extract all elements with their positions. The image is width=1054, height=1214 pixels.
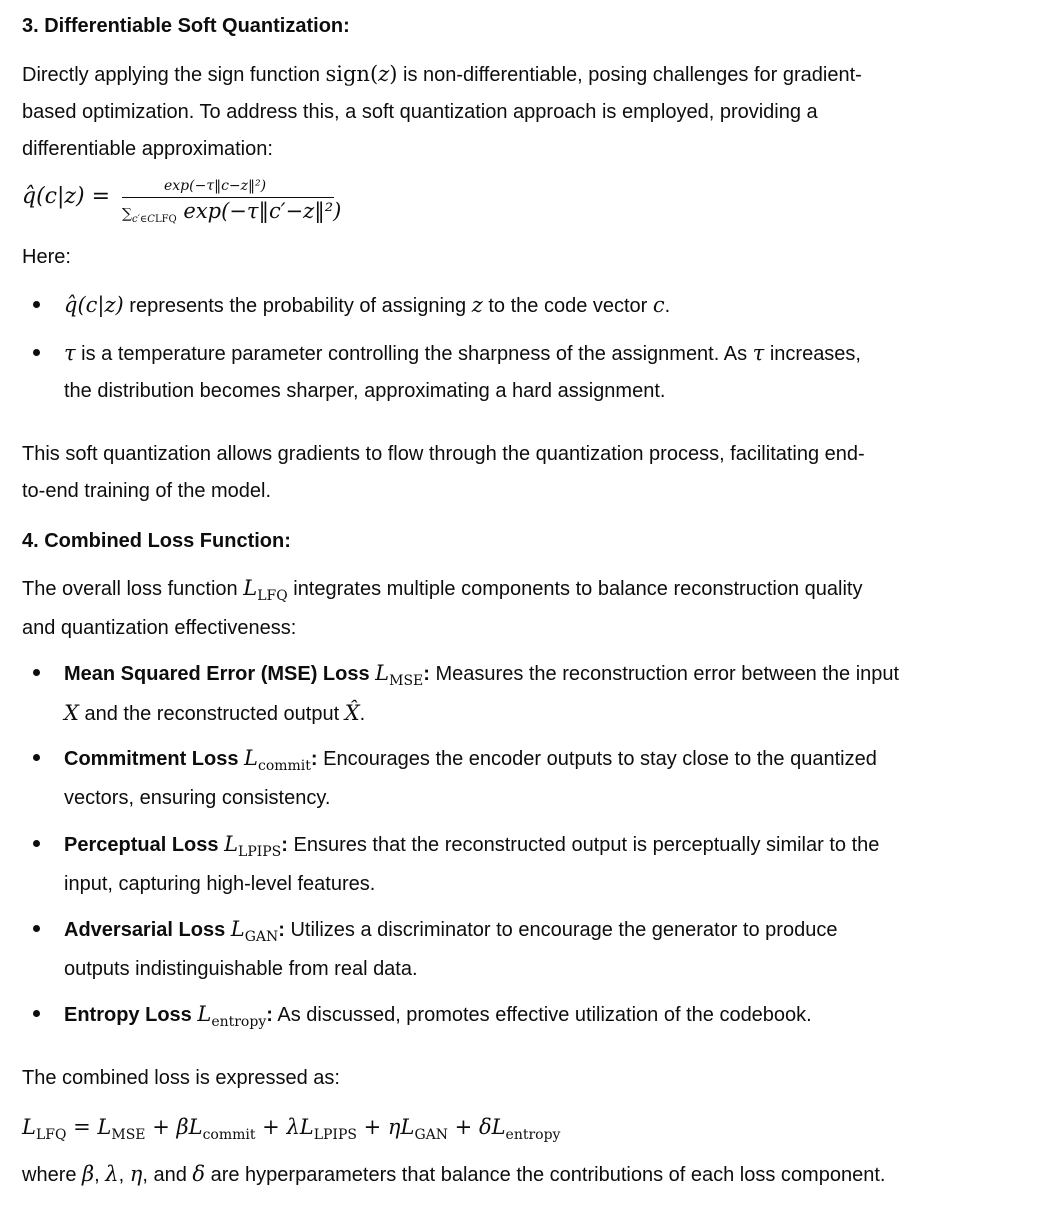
loss-symbol: L bbox=[230, 917, 245, 941]
sum-symbol: ∑ bbox=[122, 206, 132, 222]
loss-subscript: GAN bbox=[244, 929, 279, 945]
bullet-line-1 bbox=[64, 655, 984, 695]
bullet-text-b: increases, bbox=[764, 343, 861, 365]
loss-subscript: LPIPS bbox=[238, 844, 282, 860]
x-hat-symbol: X̂ bbox=[344, 701, 360, 725]
fraction-bar bbox=[122, 197, 334, 198]
eq-term: + δL bbox=[448, 1115, 506, 1139]
loss-symbol: L bbox=[197, 1002, 212, 1026]
section-3-intro bbox=[22, 56, 1022, 168]
z-symbol: z bbox=[471, 293, 483, 317]
c-symbol: c bbox=[652, 293, 665, 317]
tau-symbol: τ bbox=[64, 341, 76, 365]
bullet-text-b: to the code vector bbox=[482, 295, 653, 317]
bullet-dot bbox=[33, 1010, 40, 1017]
bullet-text-c: . bbox=[664, 295, 671, 317]
soft-quantization-formula bbox=[22, 178, 352, 228]
colon: : bbox=[423, 663, 430, 685]
loss-label: Mean Squared Error (MSE) Loss bbox=[64, 663, 376, 685]
eq-term: + βL bbox=[145, 1115, 203, 1139]
q-hat-symbol: q̂(c|z) bbox=[64, 293, 124, 317]
section-4-heading: 4. Combined Loss Function: bbox=[22, 530, 291, 552]
intro-line-1 bbox=[22, 56, 1022, 94]
bullet-text-a: is a temperature parameter controlling the sharpness of the assignment. As bbox=[75, 343, 753, 365]
loss-subscript: LFQ bbox=[257, 588, 288, 604]
bullet-dot bbox=[33, 301, 40, 308]
bullet-line-1 bbox=[64, 911, 984, 951]
bullet-dot bbox=[33, 840, 40, 847]
intro-z: z bbox=[378, 62, 390, 86]
bullet-dot bbox=[33, 669, 40, 676]
loss-subscript: commit bbox=[257, 758, 311, 774]
combined-loss-equation bbox=[22, 1109, 1022, 1149]
bullet-line-1 bbox=[64, 740, 984, 780]
bullet-text bbox=[64, 335, 984, 410]
formula-denominator bbox=[122, 199, 341, 223]
x-symbol: X bbox=[64, 701, 79, 725]
intro-line-1 bbox=[22, 570, 1022, 610]
loss-description: Utilizes a discriminator to encourage the generator to produce bbox=[284, 919, 838, 941]
combined-loss-intro: The combined loss is expressed as: bbox=[22, 1067, 340, 1089]
intro-close-paren: ) bbox=[389, 62, 398, 86]
loss-symbol: L bbox=[224, 832, 239, 856]
eq-term: L bbox=[22, 1115, 36, 1139]
loss-label: Commitment Loss bbox=[64, 748, 245, 770]
separator: , bbox=[94, 1164, 106, 1186]
denominator-rest: exp(−τ‖c′−z‖²) bbox=[176, 199, 342, 223]
intro-line-2: based optimization. To address this, a soft quantization approach is employed, providing a bbox=[22, 101, 818, 123]
hyperparameter-note bbox=[22, 1156, 1022, 1194]
formula-lhs: q̂(c|z) = bbox=[22, 184, 110, 209]
section-3-heading: 3. Differentiable Soft Quantization: bbox=[22, 15, 350, 37]
separator: , bbox=[118, 1164, 130, 1186]
bullet-text-a: represents the probability of assigning bbox=[123, 295, 472, 317]
intro-text-a: Directly applying the sign function bbox=[22, 64, 326, 86]
bullet-text bbox=[64, 740, 984, 817]
closing-line-1: This soft quantization allows gradients to flow through the quantization process, facilitating end- bbox=[22, 443, 865, 465]
eq-subscript: MSE bbox=[111, 1127, 146, 1143]
bullet-line-2: input, capturing high-level features. bbox=[64, 873, 376, 895]
intro-line-2: and quantization effectiveness: bbox=[22, 617, 297, 639]
bullet-line-2: vectors, ensuring consistency. bbox=[64, 787, 331, 809]
eq-term: + λL bbox=[255, 1115, 314, 1139]
eq-subscript: GAN bbox=[414, 1127, 448, 1143]
loss-description: Measures the reconstruction error between the input bbox=[429, 663, 900, 685]
where-text: where bbox=[22, 1164, 83, 1186]
colon: : bbox=[278, 919, 285, 941]
where-text-end: are hyperparameters that balance the contributions of each loss component. bbox=[205, 1164, 886, 1186]
intro-line-3: differentiable approximation: bbox=[22, 138, 273, 160]
eq-subscript: commit bbox=[202, 1127, 256, 1143]
delta-symbol: δ bbox=[192, 1162, 206, 1186]
sum-index: c′∈C bbox=[132, 214, 155, 225]
loss-symbol: L bbox=[243, 576, 258, 600]
bullet-text bbox=[64, 655, 984, 733]
intro-text-b: is non-differentiable, posing challenges for gradient- bbox=[397, 64, 862, 86]
and-text: , and bbox=[142, 1164, 193, 1186]
eq-subscript: LPIPS bbox=[313, 1127, 357, 1143]
bullet-text bbox=[64, 996, 984, 1036]
intro-text-a: The overall loss function bbox=[22, 578, 244, 600]
bullet-dot bbox=[33, 925, 40, 932]
bullet-line-2 bbox=[64, 695, 984, 733]
loss-description: Ensures that the reconstructed output is perceptually similar to the bbox=[287, 834, 880, 856]
loss-subscript: entropy bbox=[211, 1014, 267, 1030]
loss-symbol: L bbox=[244, 746, 258, 770]
bullet-line-2: outputs indistinguishable from real data. bbox=[64, 958, 418, 980]
bullet-line-2: the distribution becomes sharper, approximating a hard assignment. bbox=[64, 380, 666, 402]
tau-symbol: τ bbox=[752, 341, 765, 365]
eq-subscript: LFQ bbox=[35, 1127, 67, 1143]
sum-index-sub: LFQ bbox=[154, 214, 177, 225]
loss-symbol: L bbox=[375, 661, 390, 685]
loss-label: Entropy Loss bbox=[64, 1004, 198, 1026]
bullet-line-1 bbox=[64, 996, 984, 1036]
beta-symbol: β bbox=[82, 1162, 95, 1186]
bullet-text bbox=[64, 911, 984, 988]
colon: : bbox=[310, 748, 318, 770]
loss-description: As discussed, promotes effective utilization of the codebook. bbox=[272, 1004, 812, 1026]
eta-symbol: η bbox=[129, 1162, 143, 1186]
closing-line-2: to-end training of the model. bbox=[22, 480, 272, 502]
colon: : bbox=[266, 1004, 273, 1026]
loss-subscript: MSE bbox=[389, 673, 424, 689]
section-4-intro bbox=[22, 570, 1022, 647]
lambda-symbol: λ bbox=[105, 1162, 119, 1186]
bullet-text bbox=[64, 826, 984, 903]
bullet-dot bbox=[33, 754, 40, 761]
eq-subscript: entropy bbox=[505, 1127, 561, 1143]
bullet-text bbox=[64, 287, 984, 325]
loss-label: Adversarial Loss bbox=[64, 919, 231, 941]
bullet-line-1 bbox=[64, 826, 984, 866]
loss-description: Encourages the encoder outputs to stay close to the quantized bbox=[317, 748, 877, 770]
bullet-line-1 bbox=[64, 335, 984, 373]
loss-label: Perceptual Loss bbox=[64, 834, 225, 856]
line2-end: . bbox=[359, 703, 366, 725]
section-3-closing bbox=[22, 436, 1022, 510]
bullet-dot bbox=[33, 349, 40, 356]
formula-numerator: exp(−τ‖c−z‖²) bbox=[164, 178, 267, 194]
colon: : bbox=[281, 834, 288, 856]
here-label: Here: bbox=[22, 246, 71, 268]
sign-function: sign( bbox=[325, 62, 379, 86]
line2-text: and the reconstructed output bbox=[78, 703, 345, 725]
intro-text-b: integrates multiple components to balance reconstruction quality bbox=[287, 578, 863, 600]
eq-term: = L bbox=[66, 1115, 112, 1139]
eq-term: + ηL bbox=[356, 1115, 415, 1139]
